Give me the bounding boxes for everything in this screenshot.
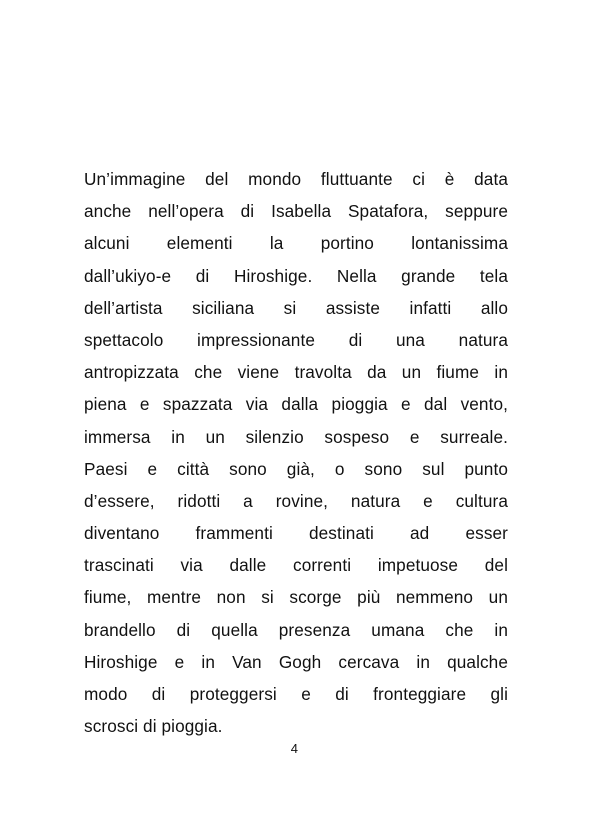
paragraph-line: anche nell’opera di Isabella Spatafora, seppure bbox=[84, 201, 508, 222]
paragraph-line: trascinati via dalle correnti impetuose del bbox=[84, 555, 508, 576]
paragraph-line: spettacolo impressionante di una natura bbox=[84, 329, 508, 350]
paragraph-line: piena e spazzata via dalla pioggia e dal vento, bbox=[84, 394, 508, 415]
paragraph-line: alcuni elementi la portino lontanissima bbox=[84, 233, 508, 254]
paragraph-line: diventano frammenti destinati ad esser bbox=[84, 523, 508, 544]
paragraph-line: modo di proteggersi e di fronteggiare gli bbox=[84, 684, 508, 704]
body-paragraph bbox=[84, 163, 508, 742]
paragraph-line: scrosci di pioggia. bbox=[84, 716, 223, 737]
paragraph-line: immersa in un silenzio sospeso e surreale. bbox=[84, 426, 508, 447]
paragraph-line: Paesi e città sono già, o sono sul punto bbox=[84, 458, 508, 479]
paragraph-line: fiume, mentre non si scorge più nemmeno un bbox=[84, 587, 508, 608]
paragraph-line: brandello di quella presenza umana che in bbox=[84, 619, 508, 640]
paragraph-line: Un’immagine del mondo fluttuante ci è data bbox=[84, 169, 508, 189]
paragraph-line: Hiroshige e in Van Gogh cercava in qualche bbox=[84, 651, 508, 672]
paragraph-line: d’essere, ridotti a rovine, natura e cultura bbox=[84, 490, 508, 511]
paragraph-line: antropizzata che viene travolta da un fiume in bbox=[84, 362, 508, 383]
paragraph-line: dall’ukiyo-e di Hiroshige. Nella grande tela bbox=[84, 265, 508, 286]
page-number: 4 bbox=[290, 741, 299, 756]
paragraph-line: dell’artista siciliana si assiste infatti allo bbox=[84, 297, 508, 318]
